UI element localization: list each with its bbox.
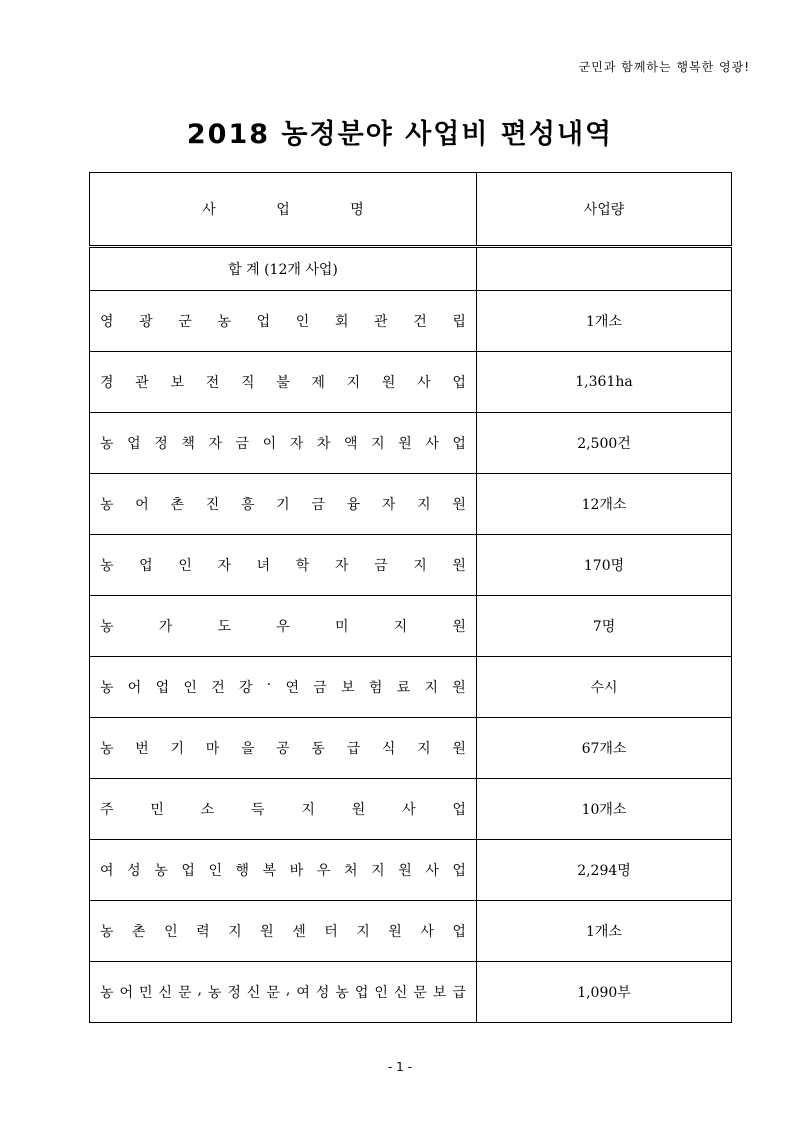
table-row: [90, 840, 732, 901]
project-name: [90, 901, 477, 962]
project-qty: 1개소: [477, 291, 732, 352]
table-row: [90, 291, 732, 352]
project-qty: 1,090부: [477, 962, 732, 1023]
page-number: - 1 -: [388, 1060, 412, 1074]
project-name-text: 경 관 보 전 직 불 제 지 원 사 업: [100, 375, 466, 391]
table-row: [90, 901, 732, 962]
header-slogan: 군민과 함께하는 행복한 영광!: [578, 60, 750, 74]
project-qty: 12개소: [477, 474, 732, 535]
project-name-text: 영 광 군 농 업 인 회 관 건 립: [100, 314, 466, 330]
project-name: [90, 962, 477, 1023]
project-name: [90, 779, 477, 840]
document-title: 2018 농정분야 사업비 편성내역: [186, 119, 614, 150]
project-name: [90, 840, 477, 901]
project-name-text: 농 업 인 자 녀 학 자 금 지 원: [100, 558, 466, 574]
project-name-text: 농 업 정 책 자 금 이 자 차 액 지 원 사 업: [100, 436, 466, 452]
project-qty: 1,361ha: [477, 352, 732, 413]
project-qty: 7명: [477, 596, 732, 657]
project-name-text: 농 어 민 신 문 , 농 정 신 문 , 여 성 농 업 인 신 문 보 급: [100, 982, 466, 1001]
project-name: [90, 657, 477, 718]
project-qty: 1개소: [477, 901, 732, 962]
col-header-name: 사 업 명: [90, 173, 477, 247]
project-table: [89, 172, 732, 1023]
table-row: [90, 535, 732, 596]
table-row: [90, 657, 732, 718]
project-name-text: 주 민 소 득 지 원 사 업: [100, 802, 466, 818]
table-row: [90, 779, 732, 840]
project-name: [90, 596, 477, 657]
project-name: [90, 535, 477, 596]
project-name-text: 농 가 도 우 미 지 원: [100, 619, 466, 635]
total-row: [90, 247, 732, 291]
total-label: 합 계 (12개 사업): [90, 247, 477, 291]
project-qty: 수시: [477, 657, 732, 718]
total-qty: [477, 247, 732, 291]
project-name: [90, 718, 477, 779]
project-name-text: 여 성 농 업 인 행 복 바 우 처 지 원 사 업: [100, 863, 466, 879]
table-row: [90, 352, 732, 413]
table-row: [90, 962, 732, 1023]
project-qty: 170명: [477, 535, 732, 596]
project-name-text: 농 촌 인 력 지 원 센 터 지 원 사 업: [100, 924, 466, 940]
table-row: [90, 474, 732, 535]
col-header-qty: 사업량: [477, 173, 732, 247]
project-name-text: 농 어 업 인 건 강 · 연 금 보 험 료 지 원: [100, 677, 466, 696]
project-qty: 2,500건: [477, 413, 732, 474]
project-qty: 67개소: [477, 718, 732, 779]
project-qty: 10개소: [477, 779, 732, 840]
table-row: [90, 596, 732, 657]
project-name-text: 농 어 촌 진 흥 기 금 융 자 지 원: [100, 497, 466, 513]
table-row: [90, 413, 732, 474]
table-row: [90, 718, 732, 779]
project-name: [90, 352, 477, 413]
project-name: [90, 413, 477, 474]
project-name-text: 농 번 기 마 을 공 동 급 식 지 원: [100, 741, 466, 757]
project-qty: 2,294명: [477, 840, 732, 901]
table-header-row: [90, 173, 732, 247]
project-name: [90, 474, 477, 535]
project-name: [90, 291, 477, 352]
